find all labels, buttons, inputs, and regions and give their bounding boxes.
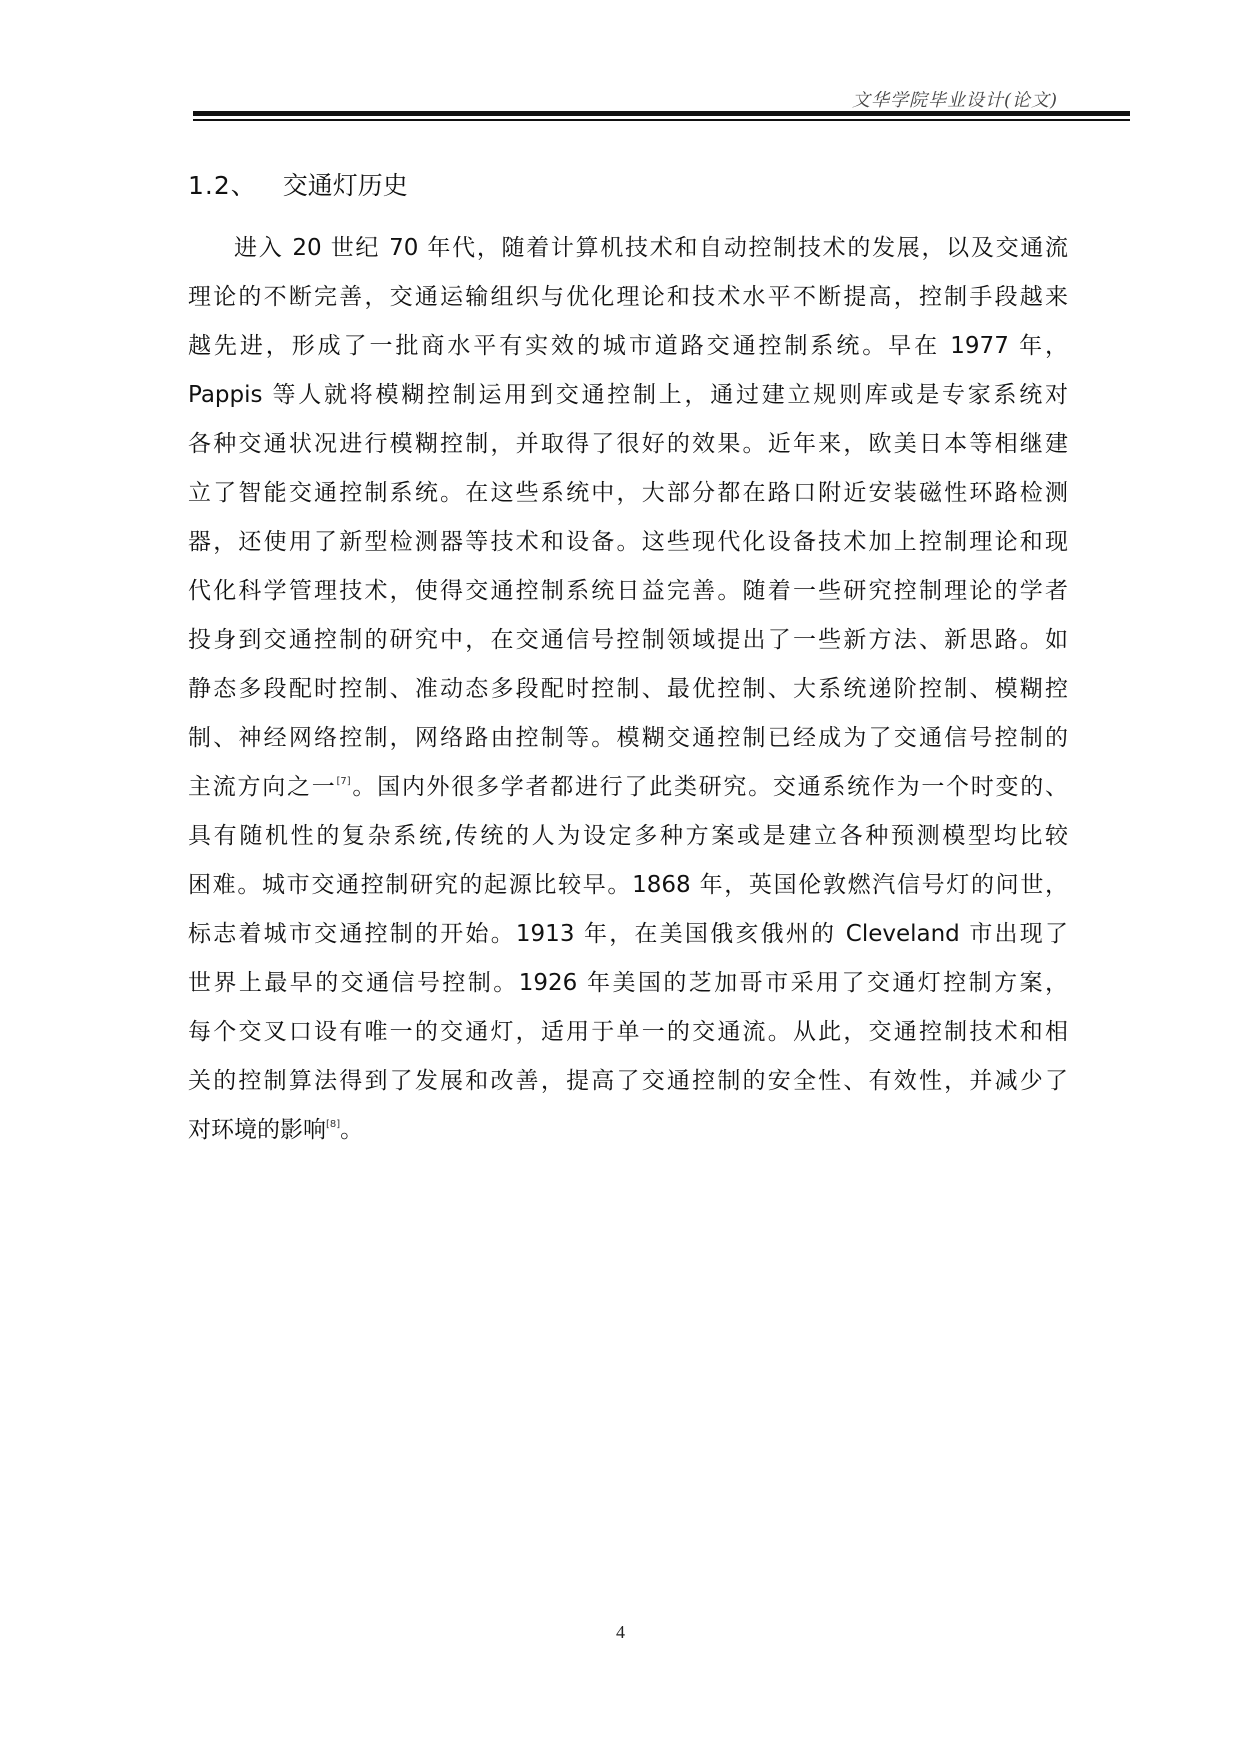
line-text: 对环境的影响 [188, 1117, 326, 1143]
paragraph-line: 各种交通状况进行模糊控制，并取得了很好的效果。近年来，欧美日本等相继建 [188, 431, 1068, 457]
paragraph-line: 具有随机性的复杂系统,传统的人为设定多种方案或是建立各种预测模型均比较 [188, 823, 1068, 849]
running-header: 文华学院毕业设计(论文) [851, 90, 1058, 111]
section-number: 1.2、 [188, 171, 257, 200]
paragraph-line: 进入 20 世纪 70 年代，随着计算机技术和自动控制技术的发展，以及交通流 [234, 235, 1068, 261]
paragraph-line: 器，还使用了新型检测器等技术和设备。这些现代化设备技术加上控制理论和现 [188, 529, 1068, 555]
paragraph-line: 投身到交通控制的研究中，在交通信号控制领域提出了一些新方法、新思路。如 [188, 627, 1068, 653]
header-rule-thin [193, 119, 1130, 121]
line-text: 。 [340, 1117, 364, 1143]
paragraph-line: 理论的不断完善，交通运输组织与优化理论和技术水平不断提高，控制手段越来 [188, 284, 1068, 310]
line-text: 。国内外很多学者都进行了此类研究。交通系统作为一个时变的、 [350, 774, 1069, 800]
body-paragraph [188, 224, 1068, 1155]
paragraph-line: 标志着城市交通控制的开始。1913 年，在美国俄亥俄州的 Cleveland 市出现了 [188, 921, 1068, 947]
section-heading [188, 166, 408, 202]
paragraph-line: 世界上最早的交通信号控制。1926 年美国的芝加哥市采用了交通灯控制方案， [188, 970, 1068, 996]
paragraph-line: Pappis 等人就将模糊控制运用到交通控制上，通过建立规则库或是专家系统对 [188, 382, 1068, 408]
line-text: 主流方向之一 [188, 774, 337, 800]
paragraph-line: 代化科学管理技术，使得交通控制系统日益完善。随着一些研究控制理论的学者 [188, 578, 1068, 604]
paragraph-line: 每个交叉口设有唯一的交通灯，适用于单一的交通流。从此，交通控制技术和相 [188, 1019, 1068, 1045]
header-rule-thick [193, 111, 1130, 116]
paragraph-line: 越先进，形成了一批商水平有实效的城市道路交通控制系统。早在 1977 年， [188, 333, 1068, 359]
section-title: 交通灯历史 [282, 171, 408, 200]
paragraph-line-with-citation [188, 1106, 1068, 1155]
paragraph-line: 制、神经网络控制，网络路由控制等。模糊交通控制已经成为了交通信号控制的 [188, 725, 1068, 751]
page-number: 4 [616, 1622, 625, 1642]
paragraph-line: 困难。城市交通控制研究的起源比较早。1868 年，英国伦敦燃汽信号灯的问世， [188, 872, 1068, 898]
paragraph-line: 立了智能交通控制系统。在这些系统中，大部分都在路口附近安装磁性环路检测 [188, 480, 1068, 506]
paragraph-line: 静态多段配时控制、准动态多段配时控制、最优控制、大系统递阶控制、模糊控 [188, 676, 1068, 702]
citation-ref: [8] [326, 1119, 341, 1130]
paragraph-line: 关的控制算法得到了发展和改善，提高了交通控制的安全性、有效性，并减少了 [188, 1068, 1068, 1094]
citation-ref: [7] [336, 776, 351, 787]
paragraph-line-with-citation [188, 763, 1068, 812]
